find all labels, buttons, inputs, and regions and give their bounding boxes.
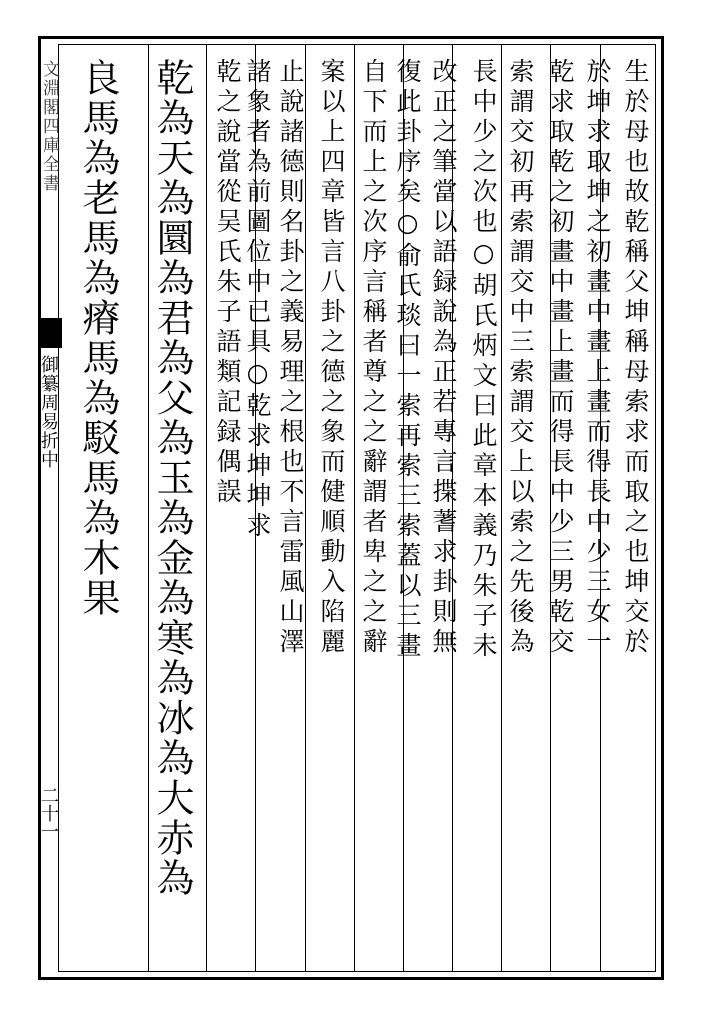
commentary-column: 生於母也故乾稱父坤稱母索求而取之也坤交於 bbox=[621, 58, 650, 658]
commentary-column: 乾之說當從吴氏朱子語類記録偶誤 bbox=[213, 58, 242, 508]
commentary-column: 案以上四章皆言八卦之德之象而健順動入陷麗 bbox=[317, 58, 346, 658]
commentary-column: 長中少之次也○胡氏炳文曰此章本義乃朱子未 bbox=[469, 58, 498, 662]
main-text-column: 良馬為老馬為瘠馬為駁馬為木果 bbox=[76, 58, 120, 618]
commentary-column: 諸象者為前圖位中已具○乾求坤坤求 bbox=[243, 58, 272, 542]
page-number: 二十一 bbox=[38, 786, 59, 840]
commentary-column: 乾求取乾之初畫中畫上畫而得長中少三男乾交 bbox=[546, 58, 575, 658]
commentary-column: 復此卦序矣○俞氏琰曰一索再索三索蓋以三畫 bbox=[393, 58, 422, 662]
column-rule bbox=[206, 44, 207, 972]
column-rule bbox=[305, 44, 306, 972]
commentary-column: 自下而上之次序言稱者尊之之辭謂者卑之之辭 bbox=[359, 58, 388, 658]
margin-running-text: 文淵閣四庫全書 bbox=[39, 60, 59, 193]
column-rule bbox=[148, 44, 149, 972]
commentary-column: 於坤求取坤之初畫中畫上畫而得長中少三女一 bbox=[583, 58, 612, 658]
fish-tail-mark bbox=[40, 318, 62, 348]
column-rule bbox=[354, 44, 355, 972]
commentary-column: 索謂交初再索謂交中三索謂交上以索之先後為 bbox=[506, 58, 535, 658]
commentary-column: 止說諸德則名卦之義易理之根也不言雷風山澤 bbox=[276, 58, 305, 658]
column-rule bbox=[501, 44, 502, 972]
margin-book-title: 御纂周易折中 bbox=[38, 355, 59, 469]
commentary-column: 改正之筆當以語録說為正若專言揲蓍求卦則無 bbox=[429, 58, 458, 658]
main-text-column: 乾為天為圜為君為父為玉為金為寒為冰為大赤為 bbox=[150, 58, 194, 898]
